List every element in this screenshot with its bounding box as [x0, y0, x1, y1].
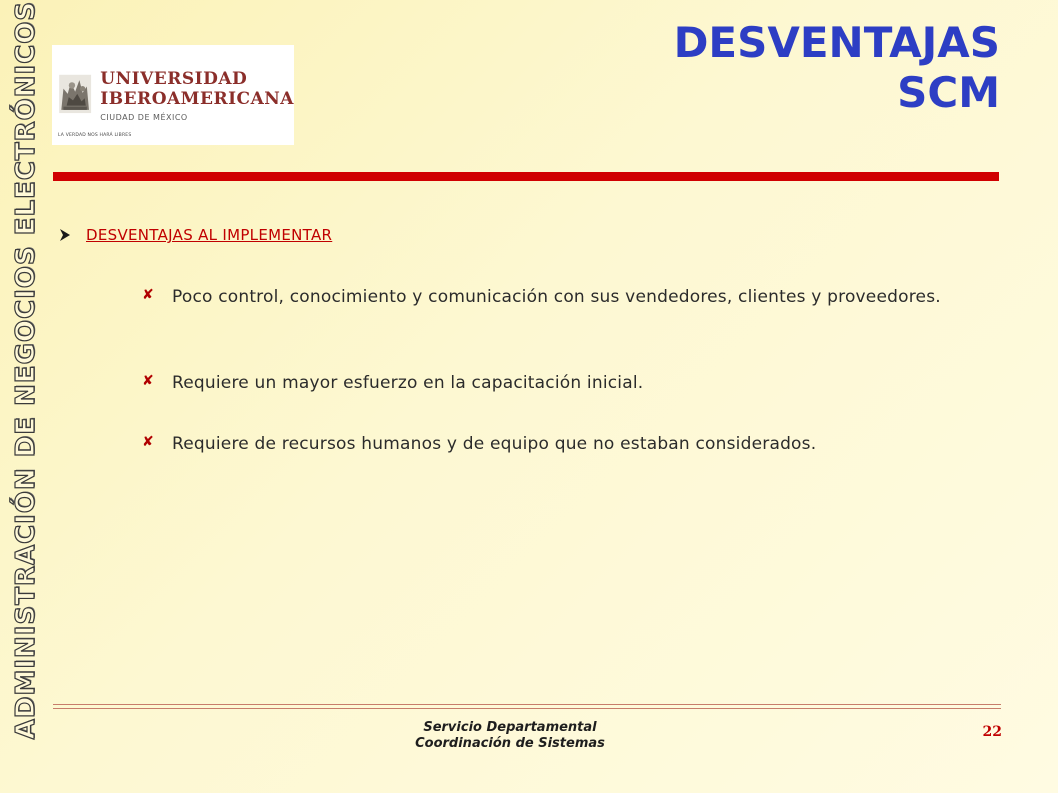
footer-rule-top — [53, 704, 1001, 705]
arrow-bullet-icon — [58, 228, 72, 242]
vertical-banner-text: ADMINISTRACIÓN DE NEGOCIOS ELECTRÓNICOS — [11, 0, 41, 740]
title-line-2: SCM — [897, 68, 1000, 117]
slide-content — [58, 220, 958, 250]
footer-line-1: Servicio Departamental — [423, 720, 597, 735]
section-heading-row — [58, 220, 958, 250]
logo-line-3: CIUDAD DE MÉXICO — [100, 112, 188, 122]
footer-line-2: Coordinación de Sistemas — [415, 736, 605, 751]
bullet-item — [142, 431, 972, 457]
section-heading: DESVENTAJAS AL IMPLEMENTAR — [86, 226, 333, 244]
x-mark-icon: ✘ — [142, 287, 154, 303]
university-seal-icon — [56, 53, 94, 137]
bullet-text: Requiere un mayor esfuerzo en la capacitación inicial. — [172, 373, 644, 393]
footer-rule-bottom — [53, 708, 1001, 709]
bullet-text: Poco control, conocimiento y comunicación con sus vendedores, clientes y proveedores. — [172, 287, 941, 307]
x-mark-icon: ✘ — [142, 434, 154, 450]
bullet-text: Requiere de recursos humanos y de equipo que no estaban considerados. — [172, 434, 817, 454]
logo-motto: LA VERDAD NOS HARÁ LIBRES — [58, 133, 132, 138]
logo-wordmark — [100, 69, 294, 122]
bullet-item — [142, 370, 972, 396]
university-logo — [52, 45, 294, 145]
x-mark-icon: ✘ — [142, 373, 154, 389]
logo-line-1: UNIVERSIDAD — [100, 68, 248, 89]
logo-line-2: IBEROAMERICANA — [100, 88, 294, 109]
vertical-banner — [6, 0, 46, 740]
bullet-item — [142, 284, 972, 310]
title-divider-bar — [53, 172, 999, 181]
slide-title — [674, 18, 1000, 118]
footer — [340, 720, 680, 752]
title-line-1: DESVENTAJAS — [673, 18, 1000, 67]
page-number: 22 — [982, 724, 1002, 740]
